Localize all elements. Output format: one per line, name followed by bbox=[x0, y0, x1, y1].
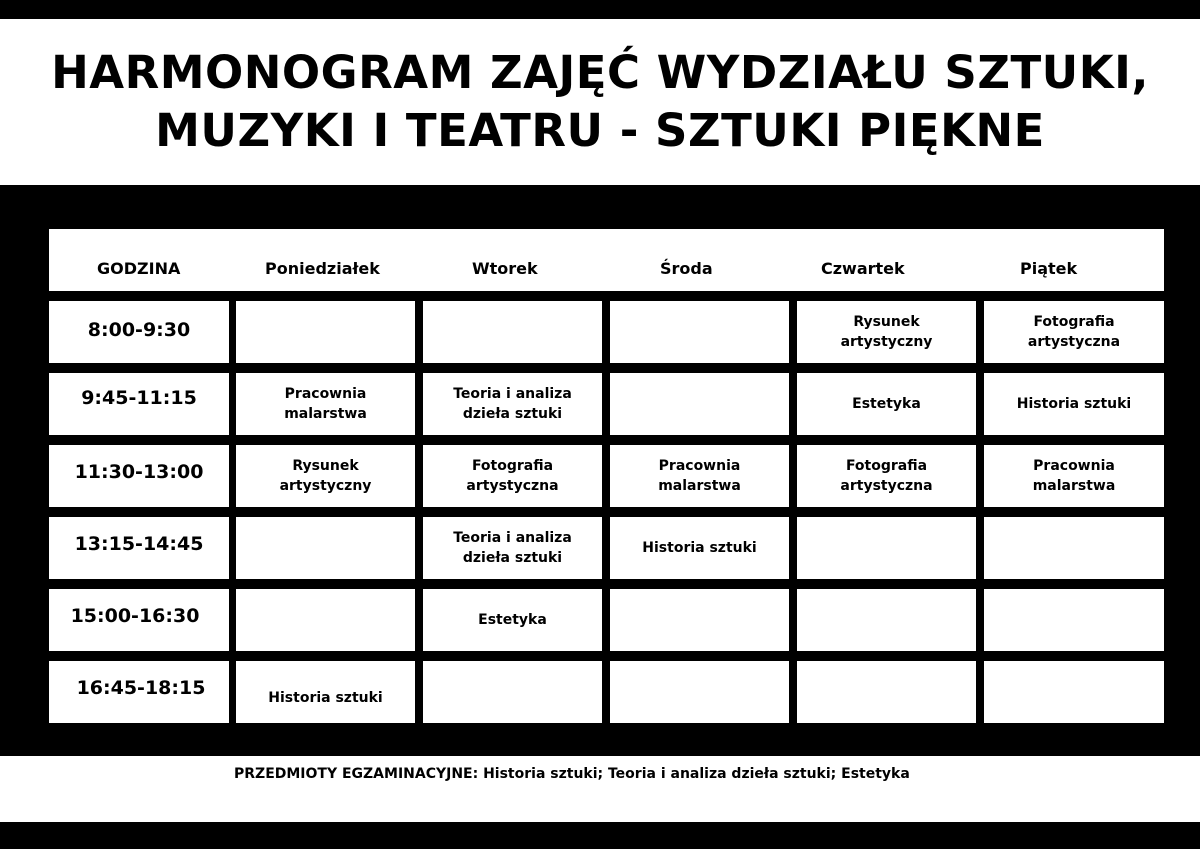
time-label: 11:30-13:00 bbox=[74, 461, 204, 483]
time-cell bbox=[49, 373, 229, 435]
exam-subjects-note: PRZEDMIOTY EGZAMINACYJNE: Historia sztuki; Teoria i analiza dzieła sztuki; Estetyka bbox=[234, 766, 910, 782]
title-line-2: MUZYKI I TEATRU - SZTUKI PIĘKNE bbox=[155, 104, 1045, 157]
schedule-cell bbox=[236, 445, 415, 507]
schedule-cell bbox=[797, 517, 976, 579]
time-cell bbox=[49, 661, 229, 723]
schedule-cell bbox=[423, 589, 602, 651]
schedule-cell bbox=[423, 445, 602, 507]
header-monday: Poniedziałek bbox=[265, 259, 380, 278]
time-cell bbox=[49, 301, 229, 363]
schedule-cell bbox=[984, 301, 1164, 363]
schedule-cell bbox=[984, 373, 1164, 435]
header-time: GODZINA bbox=[97, 259, 181, 278]
schedule-cell bbox=[236, 301, 415, 363]
schedule-cell bbox=[797, 373, 976, 435]
schedule-cell bbox=[984, 517, 1164, 579]
page-title bbox=[0, 19, 1200, 185]
schedule-cell bbox=[610, 517, 789, 579]
schedule-cell bbox=[423, 661, 602, 723]
bottom-border-bar bbox=[0, 822, 1200, 849]
schedule-cell bbox=[236, 373, 415, 435]
header-friday: Piątek bbox=[1020, 259, 1078, 278]
class-name: Fotografia artystyczna bbox=[1027, 314, 1121, 350]
schedule-cell bbox=[797, 589, 976, 651]
time-label: 16:45-18:15 bbox=[76, 677, 206, 699]
class-name: Estetyka bbox=[852, 396, 921, 412]
time-cell bbox=[49, 517, 229, 579]
time-label: 15:00-16:30 bbox=[70, 605, 200, 627]
class-name: Teoria i analiza dzieła sztuki bbox=[453, 386, 572, 422]
time-label: 8:00-9:30 bbox=[87, 319, 191, 341]
time-cell bbox=[49, 445, 229, 507]
schedule-cell bbox=[610, 589, 789, 651]
class-name: Rysunek artystyczny bbox=[279, 458, 372, 494]
schedule-cell bbox=[797, 301, 976, 363]
schedule-cell bbox=[610, 661, 789, 723]
schedule-cell bbox=[236, 517, 415, 579]
class-name: Historia sztuki bbox=[268, 690, 383, 706]
class-name: Pracownia malarstwa bbox=[284, 386, 367, 422]
schedule-cell bbox=[236, 661, 415, 723]
schedule-cell bbox=[423, 517, 602, 579]
class-name: Historia sztuki bbox=[642, 540, 757, 556]
top-border-bar bbox=[0, 0, 1200, 19]
class-name: Fotografia artystyczna bbox=[840, 458, 933, 494]
time-label: 13:15-14:45 bbox=[74, 533, 204, 555]
class-name: Pracownia malarstwa bbox=[1032, 458, 1116, 494]
time-cell bbox=[49, 589, 229, 651]
schedule-cell bbox=[797, 661, 976, 723]
time-label: 9:45-11:15 bbox=[81, 387, 197, 409]
class-name: Historia sztuki bbox=[1016, 396, 1132, 412]
schedule-cell bbox=[423, 301, 602, 363]
schedule-cell bbox=[236, 589, 415, 651]
header-tuesday: Wtorek bbox=[472, 259, 538, 278]
class-name: Teoria i analiza dzieła sztuki bbox=[453, 530, 572, 566]
schedule-cell bbox=[984, 445, 1164, 507]
header-wednesday: Środa bbox=[660, 259, 713, 278]
title-line-1: HARMONOGRAM ZAJĘĆ WYDZIAŁU SZTUKI, bbox=[51, 46, 1149, 99]
schedule-cell bbox=[797, 445, 976, 507]
schedule-cell bbox=[610, 445, 789, 507]
class-name: Fotografia artystyczna bbox=[466, 458, 559, 494]
schedule-cell bbox=[984, 661, 1164, 723]
schedule-cell bbox=[423, 373, 602, 435]
class-name: Rysunek artystyczny bbox=[840, 314, 933, 350]
schedule-cell bbox=[984, 589, 1164, 651]
table-header-row bbox=[49, 229, 1164, 291]
schedule-cell bbox=[610, 301, 789, 363]
schedule-cell bbox=[610, 373, 789, 435]
class-name: Estetyka bbox=[478, 612, 547, 628]
header-thursday: Czwartek bbox=[821, 259, 905, 278]
class-name: Pracownia malarstwa bbox=[658, 458, 741, 494]
